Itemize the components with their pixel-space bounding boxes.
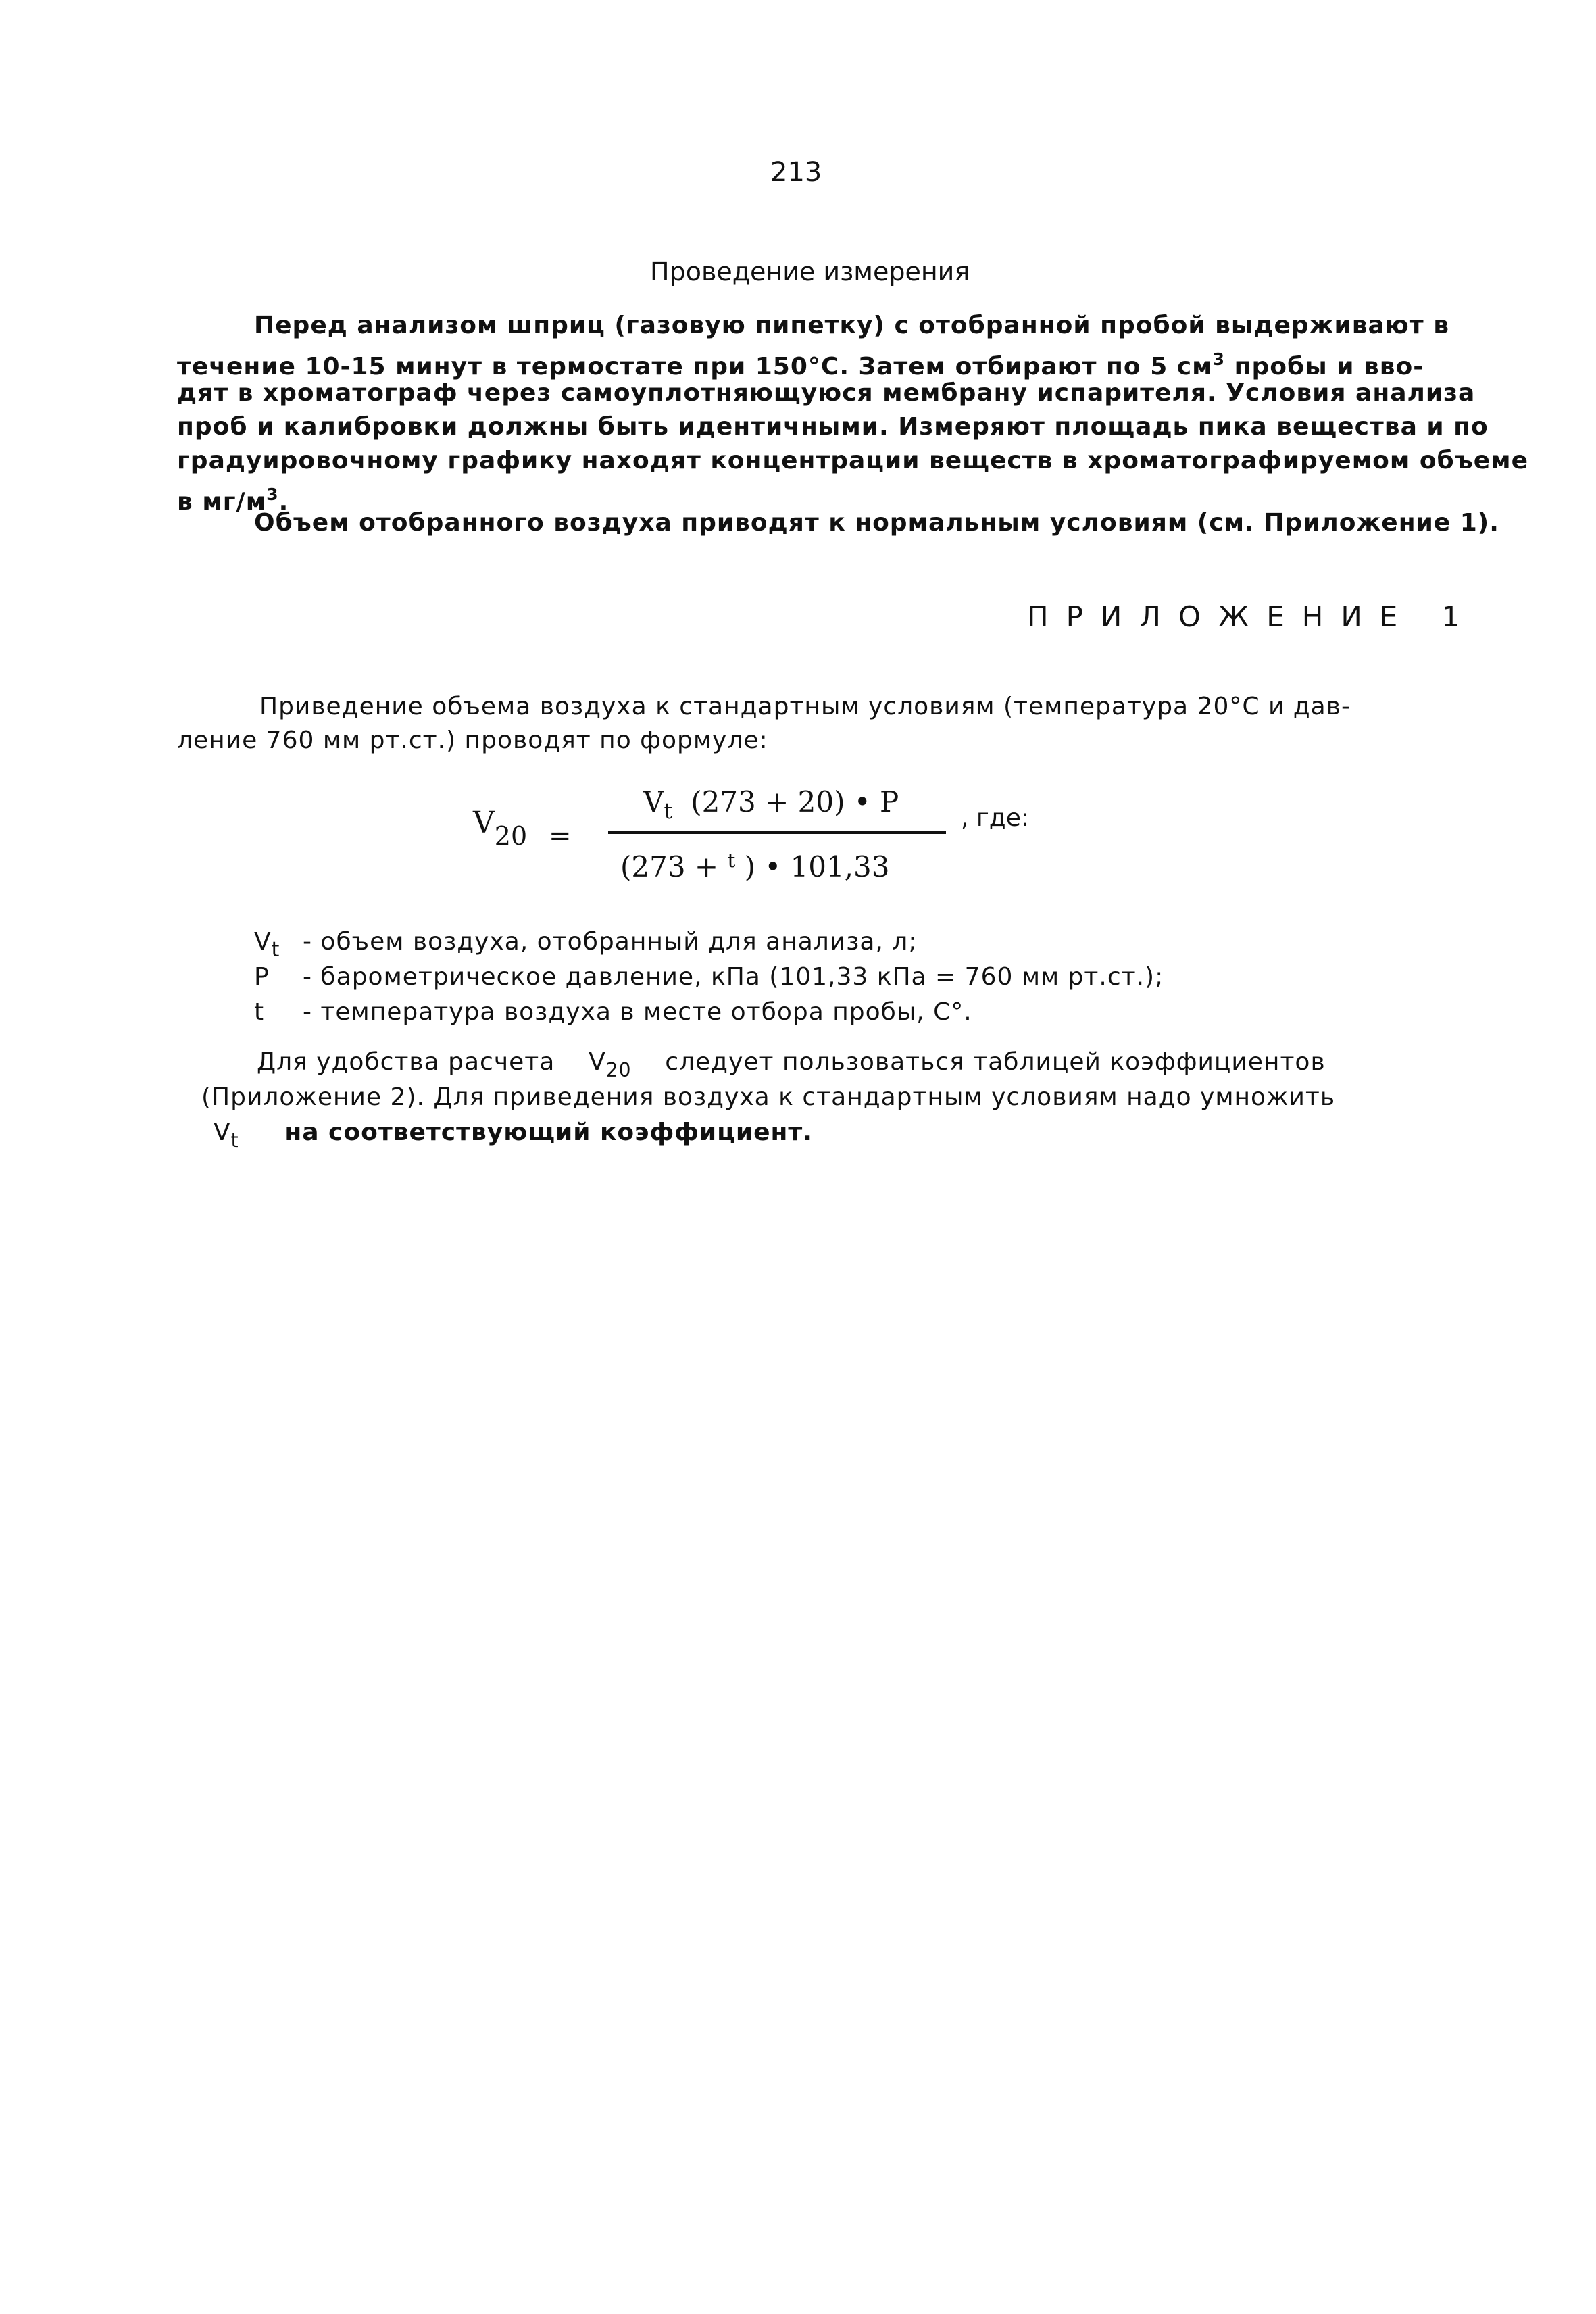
paragraph-line: проб и калибровки должны быть идентичными. Измеряют площадь пика вещества и по — [177, 413, 1489, 441]
definition-item: P - барометрическое давление, кПа (101,33 кПа = 760 мм рт.ст.); — [254, 963, 1164, 991]
fraction-bar — [608, 831, 946, 834]
formula-equals: = — [549, 820, 572, 852]
normalization-sentence: Объем отобранного воздуха приводят к нормальным условиям (см. Приложение 1). — [254, 509, 1499, 537]
appendix-title: ПРИЛОЖЕНИЕ 1 — [1027, 600, 1478, 633]
formula-suffix: , где: — [961, 804, 1029, 832]
paragraph-line: Перед анализом шприц (газовую пипетку) с отобранной пробой выдерживают в — [254, 312, 1449, 339]
paragraph-line: в $мг/м^3$. — [177, 485, 289, 516]
paragraph-line: ление 760 мм рт.ст.) проводят по формуле: — [177, 727, 768, 754]
paragraph-line: Для удобства расчета $V_{20}$ следует пользоваться таблицей коэффициентов — [257, 1048, 1326, 1081]
paragraph-line: течение 10-15 минут в термостате при 150°С. Затем отбирают по 5 $см^3$ пробы и вво- — [177, 349, 1424, 380]
formula-denominator: (273 + $^t$ ) • 101,33 — [620, 849, 890, 883]
paragraph-line: Приведение объема воздуха к стандартным условиям (температура 20°С и дав- — [259, 693, 1351, 720]
paragraph-line: дят в хроматограф через самоуплотняющуюся мембрану испарителя. Условия анализа — [177, 379, 1476, 407]
formula-lhs: $V_{20}$ — [473, 806, 528, 851]
definition-item: t - температура воздуха в месте отбора пробы, С°. — [254, 998, 972, 1026]
paragraph-line: градуировочному графику находят концентрации веществ в хроматографируемом объеме — [177, 447, 1529, 474]
section-title: Проведение измерения — [650, 257, 970, 287]
page-number: 213 — [770, 157, 822, 188]
paragraph-line: (Приложение 2). Для приведения воздуха к стандартным условиям надо умножить — [201, 1083, 1336, 1111]
definition-item: $V_t$ - объем воздуха, отобранный для анализа, л; — [254, 928, 918, 962]
formula-numerator: $V_t$ (273 + 20) • P — [643, 785, 899, 824]
paragraph-line: $V_t$ на соответствующий коэффициент. — [214, 1118, 813, 1152]
